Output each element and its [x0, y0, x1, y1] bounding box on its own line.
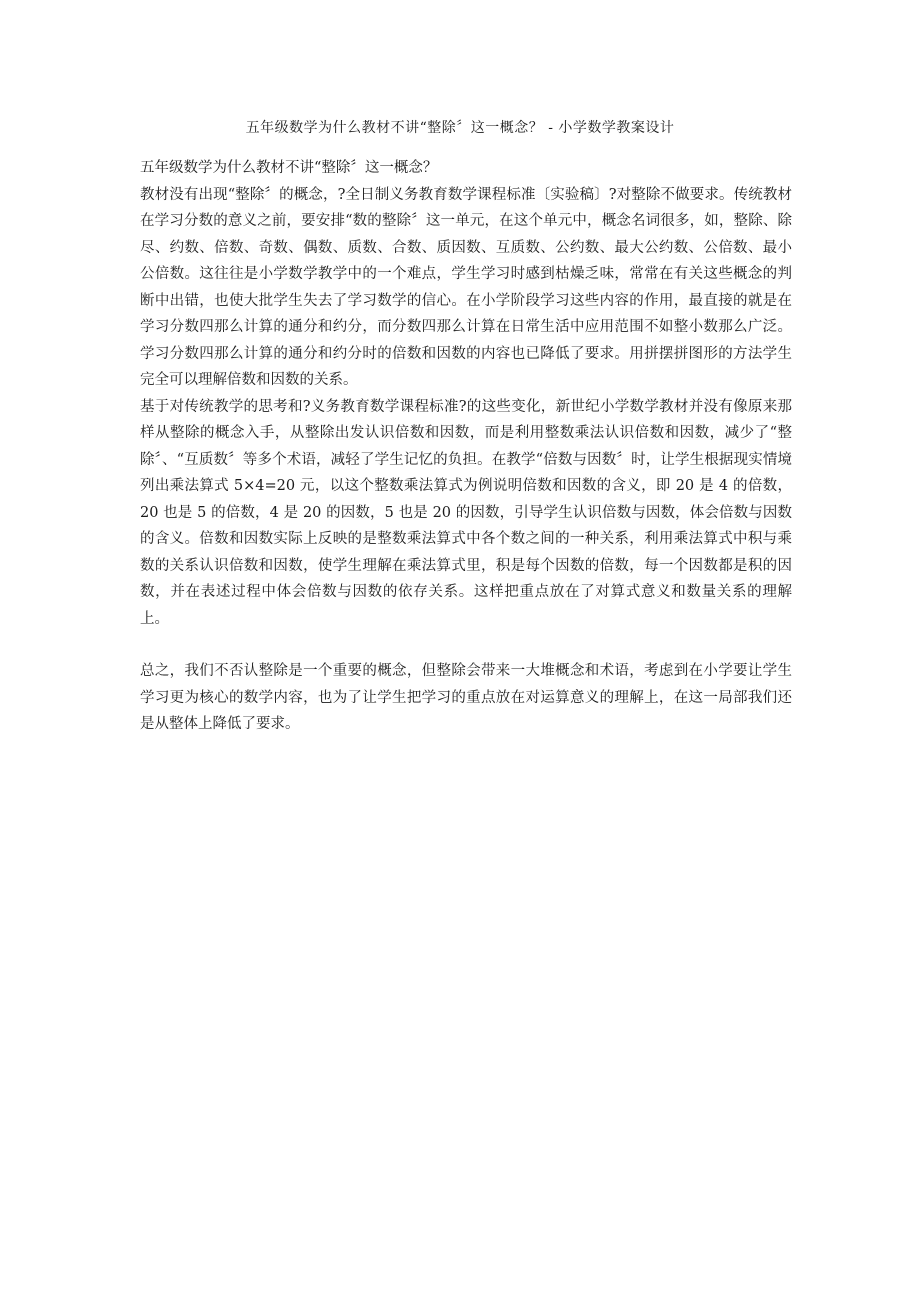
document-body	[140, 155, 792, 738]
paragraph-1: 教材没有出现“整除〞的概念，?全日制义务教育数学课程标准〔实验稿〕?对整除不做要求。传统教材在学习分数的意义之前，要安排“数的整除〞这一单元，在这个单元中，概念名词很多，如，整除、除尽、约数、倍数、奇数、偶数、质数、合数、质因数、互质数、公约数、最大公约数、公倍数、最小公倍数。这往往是小学数学教学中的一个难点，学生学习时感到枯燥乏味，常常在有关这些概念的判断中出错，也使大批学生失去了学习数学的信心。在小学阶段学习这些内容的作用，最直接的就是在学习分数四那么计算的通分和约分，而分数四那么计算在日常生活中应用范围不如整小数那么广泛。学习分数四那么计算的通分和约分时的倍数和因数的内容也已降低了要求。用拼摆拼图形的方法学生完全可以理解倍数和因数的关系。	[140, 186, 792, 388]
paragraph-2: 基于对传统教学的思考和?义务教育数学课程标准?的这些变化，新世纪小学数学教材并没有像原来那样从整除的概念入手，从整除出发认识倍数和因数，而是利用整数乘法认识倍数和因数，减少了“整除〞、“互质数〞等多个术语，减轻了学生记忆的负担。在教学“倍数与因数〞时，让学生根据现实情境列出乘法算式 5×4=20 元，以这个整数乘法算式为例说明倍数和因数的含义，即 20 是 4 的倍数，20 也是 5 的倍数，4 是 20 的因数，5 也是 20 的因数，引导学生认识倍数与因数，体会倍数与因数的含义。倍数和因数实际上反映的是整数乘法算式中各个数之间的一种关系，利用乘法算式中积与乘数的关系认识倍数和因数，使学生理解在乘法算式里，积是每个因数的倍数，每一个因数都是积的因数，并在表述过程中体会倍数与因数的依存关系。这样把重点放在了对算式意义和数量关系的理解上。	[140, 398, 792, 627]
section-heading: 五年级数学为什么教材不讲“整除〞这一概念？	[140, 160, 438, 176]
paragraph-spacer	[140, 632, 792, 658]
document-title: 五年级数学为什么教材不讲“整除〞这一概念？ - 小学数学教案设计	[245, 120, 675, 136]
paragraph-3: 总之，我们不否认整除是一个重要的概念，但整除会带来一大堆概念和术语，考虑到在小学要让学生学习更为核心的数学内容，也为了让学生把学习的重点放在对运算意义的理解上，在这一局部我们还是从整体上降低了要求。	[140, 663, 792, 732]
